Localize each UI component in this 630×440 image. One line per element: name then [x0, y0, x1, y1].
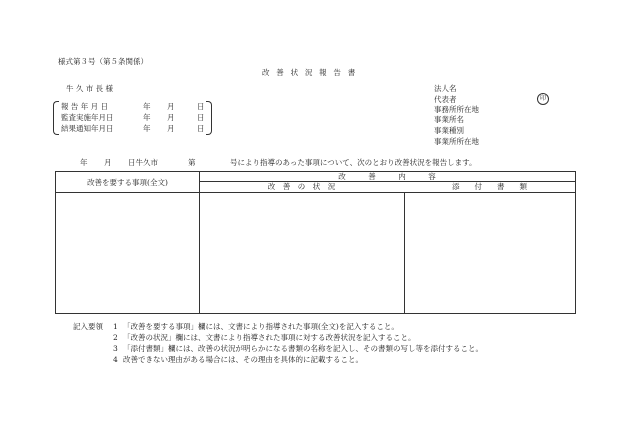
info-row-audit-date	[61, 113, 205, 122]
instruction-item	[113, 344, 483, 353]
statement-number-prefix: 第	[188, 158, 196, 167]
cell-attachments[interactable]	[405, 193, 575, 313]
col-header-attachments: 添 付 書 類	[452, 182, 527, 191]
seal-icon: 印	[537, 93, 549, 105]
corp-field-business-type: 事業種別	[434, 126, 464, 135]
corp-field-business-address: 事業所所在地	[434, 137, 479, 146]
instruction-number: 1	[113, 322, 118, 331]
instruction-text: 「改善の状況」欄には、文書により指導された事項に対する改善状況を記入すること。	[123, 333, 416, 342]
instruction-number: 4	[113, 355, 118, 364]
statement-day-city: 日牛久市	[128, 158, 158, 167]
info-label: 結果通知年月日	[61, 124, 114, 133]
report-statement	[80, 158, 477, 167]
year-unit: 年	[143, 102, 151, 111]
year-unit: 年	[143, 124, 151, 133]
instruction-text: 改善できない理由がある場合には、その理由を具体的に記載すること。	[123, 355, 363, 364]
info-row-notice-date	[61, 124, 205, 133]
corp-field-office-address: 事務所所在地	[434, 105, 479, 114]
improvement-table	[55, 171, 576, 314]
info-label: 報 告 年 月 日	[61, 102, 109, 111]
corp-field-business-name: 事業所名	[434, 115, 464, 124]
corp-field-name: 法人名	[434, 84, 457, 93]
month-unit: 月	[167, 124, 175, 133]
instruction-item	[113, 333, 416, 342]
instruction-text: 「改善を要する事項」欄には、文書により指導された事項(全文)を記入すること。	[123, 322, 399, 331]
instruction-number: 2	[113, 333, 118, 342]
day-unit: 日	[197, 113, 205, 122]
left-bracket	[53, 101, 59, 135]
day-unit: 日	[197, 124, 205, 133]
instruction-item	[113, 322, 399, 331]
col-header-improvement-content: 改 善 内 容	[338, 172, 436, 181]
day-unit: 日	[197, 102, 205, 111]
right-bracket	[206, 101, 212, 135]
month-unit: 月	[167, 102, 175, 111]
instruction-number: 3	[113, 344, 118, 353]
statement-body: 号により指導のあった事項について、次のとおり改善状況を報告します。	[230, 158, 477, 167]
month-unit: 月	[167, 113, 175, 122]
addressee: 牛 久 市 長 様	[66, 84, 114, 93]
instructions-heading: 記入要領	[73, 322, 103, 331]
document-title: 改 善 状 況 報 告 書	[262, 68, 358, 77]
year-unit: 年	[143, 113, 151, 122]
corp-field-representative: 代表者	[434, 95, 457, 104]
statement-year: 年	[80, 158, 88, 167]
instruction-text: 「添付書類」欄には、改善の状況が明らかになる書類の名称を記入し、その書類の写し等を添付すること。	[123, 344, 483, 353]
col-header-improvement-status: 改 善 の 状 況	[267, 182, 336, 191]
instruction-item	[113, 355, 363, 364]
cell-items-requiring-improvement[interactable]	[56, 193, 199, 313]
statement-month: 月	[104, 158, 112, 167]
info-row-report-date	[61, 102, 205, 111]
info-label: 監査実施年月日	[61, 113, 114, 122]
col-header-items-requiring-improvement: 改善を要する事項(全文)	[87, 178, 168, 187]
cell-improvement-status[interactable]	[200, 193, 404, 313]
form-number-label: 様式第３号（第５条関係）	[58, 57, 148, 66]
